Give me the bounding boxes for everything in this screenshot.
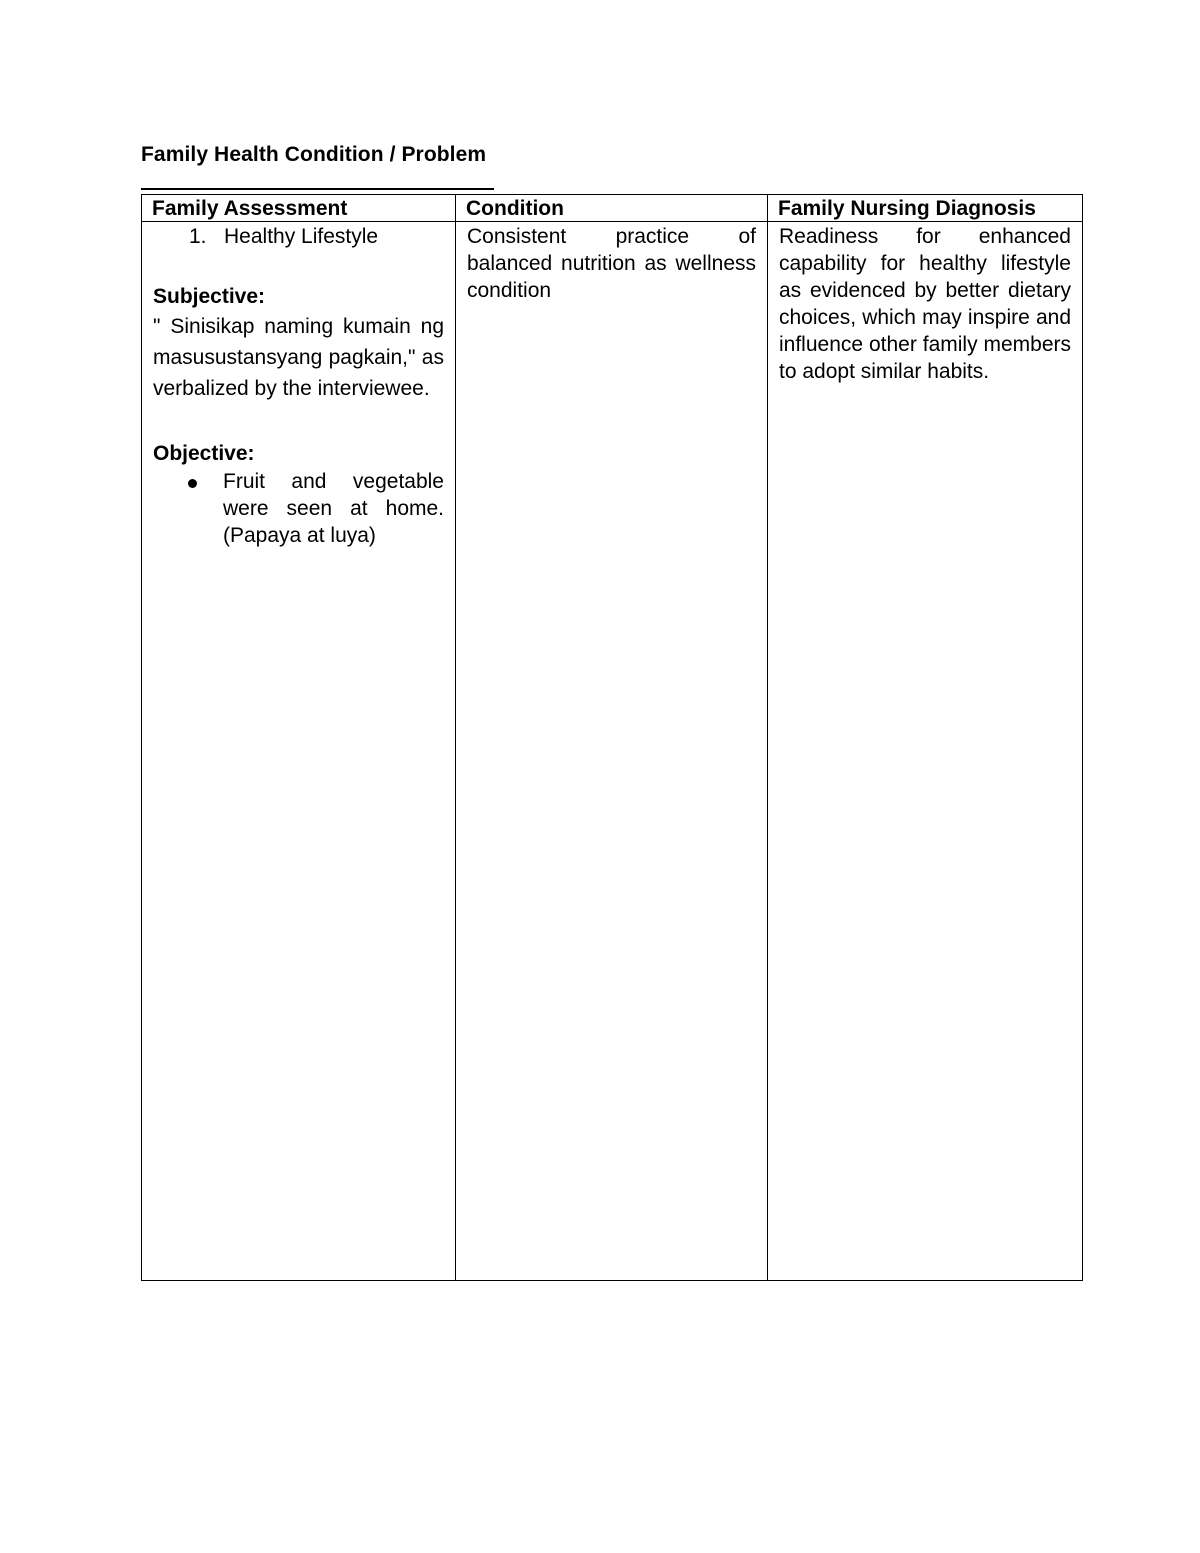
bullet-icon — [188, 479, 197, 488]
condition-cell — [456, 222, 768, 1281]
item-title: Healthy Lifestyle — [224, 225, 379, 248]
subjective-label: Subjective: — [153, 285, 266, 308]
header-condition: Condition — [456, 195, 768, 222]
diagnosis-text: Readiness for enhanced capability for healthy lifestyle as evidenced by better dietary choices, which may inspire and influence other family members to adopt similar habits. — [779, 225, 1071, 383]
assessment-table — [141, 194, 1083, 1281]
assessment-cell — [142, 222, 456, 1281]
item-number: 1. — [189, 225, 207, 248]
numbered-item — [153, 223, 444, 250]
title-underline — [141, 188, 494, 190]
page-title: Family Health Condition / Problem — [141, 143, 487, 166]
header-row — [142, 195, 1083, 222]
list-item — [153, 468, 444, 549]
table-row — [142, 222, 1083, 1281]
header-family-assessment: Family Assessment — [142, 195, 456, 222]
subjective-text: " Sinisikap naming kumain ng masusustansyang pagkain," as verbalized by the interviewee. — [153, 315, 444, 400]
objective-item-text: Fruit and vegetable were seen at home. (Papaya at luya) — [223, 470, 444, 547]
condition-text: Consistent practice of balanced nutrition as wellness condition — [467, 225, 756, 302]
header-family-nursing-diagnosis: Family Nursing Diagnosis — [768, 195, 1083, 222]
objective-label: Objective: — [153, 442, 255, 465]
diagnosis-cell — [768, 222, 1083, 1281]
